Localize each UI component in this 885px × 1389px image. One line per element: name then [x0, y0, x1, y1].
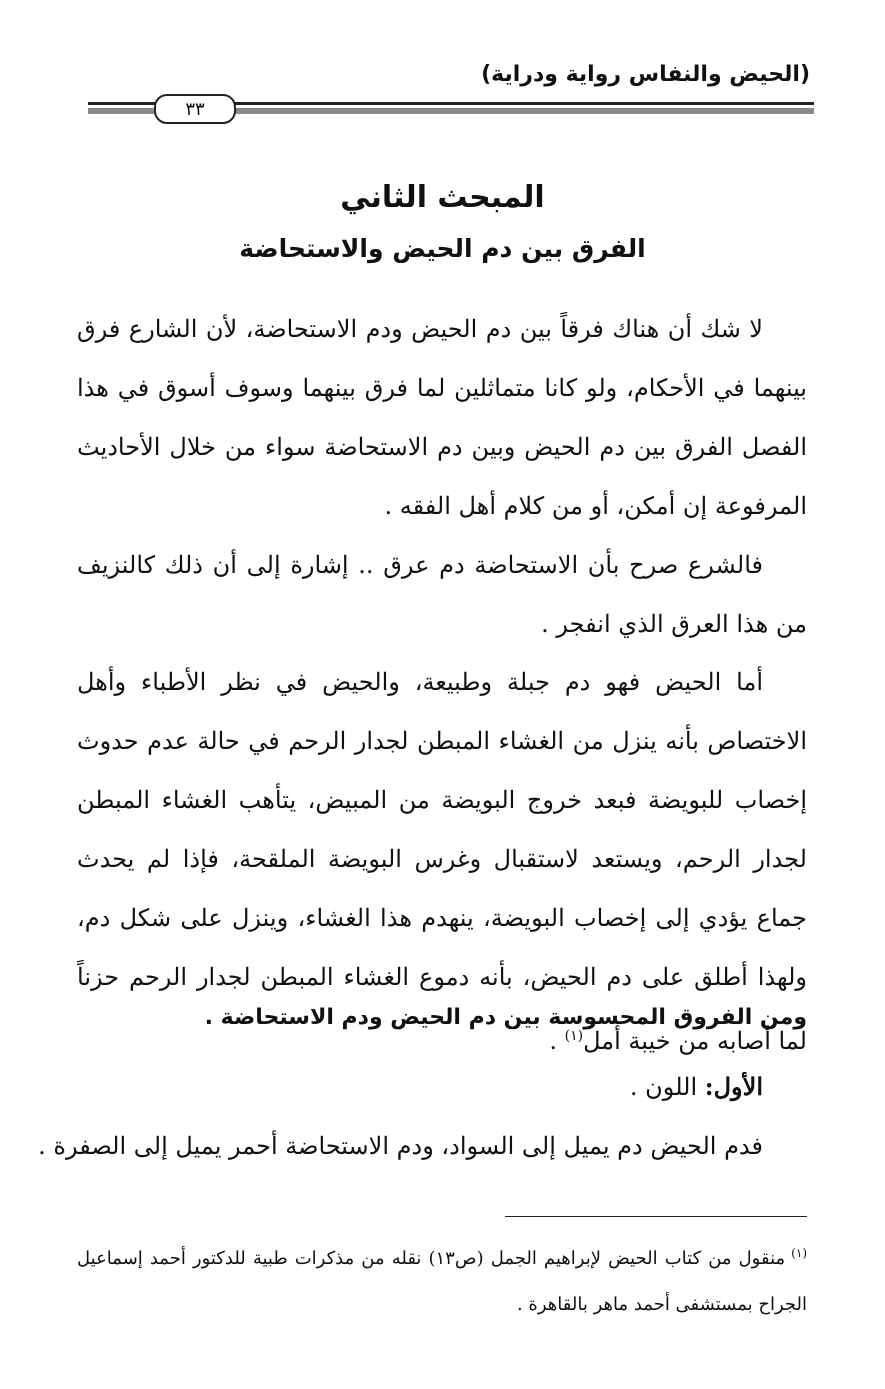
- first-difference-label: الأول:: [704, 1072, 763, 1101]
- paragraph-text: أما الحيض فهو دم جبلة وطبيعة، والحيض في نظر الأطباء وأهل الاختصاص بأنه ينزل من الغشاء المبطن لجدار الرحم في حالة عدم حدوث إخصاب للبويضة فبعد خروج البويضة من المبيض، يتأهب الغشاء المبطن لجدار الرحم، ويستعد لاستقبال وغرس البويضة الملقحة، فإذا لم يحدث جماع يؤدي إلى إخصاب البويضة، ينهدم هذا الغشاء، وينزل على شكل دم، ولهذا أطلق على دم الحيض، بأنه دموع الغشاء المبطن لجدار الرحم حزناً لما أصابه من خيبة أمل: [77, 668, 807, 1055]
- first-difference-value: اللون .: [629, 1073, 705, 1101]
- section-heading: المبحث الثاني: [340, 180, 545, 215]
- footnote-text: منقول من كتاب الحيض لإبراهيم الجمل (ص١٣) نقله من مذكرات طبية للدكتور أحمد إسماعيل الجراح بمستشفى أحمد ماهر بالقاهرة .: [77, 1248, 807, 1315]
- first-difference: [630, 1072, 763, 1101]
- section-subheading: الفرق بين دم الحيض والاستحاضة: [239, 234, 646, 263]
- footnote: [77, 1230, 807, 1328]
- footnote-number: (١): [791, 1246, 807, 1260]
- footnote-rule: [505, 1216, 807, 1217]
- paragraph: لا شك أن هناك فرقاً بين دم الحيض ودم الاستحاضة، لأن الشارع فرق بينهما في الأحكام، ولو كانا متماثلين لما فرق بينهما وسوف أسوق في هذا الفصل الفرق بين دم الحيض وبين دم الاستحاضة سواء من خلال الأحاديث المرفوعة إن أمكن، أو من كلام أهل الفقه .: [77, 315, 807, 520]
- paragraph: فالشرع صرح بأن الاستحاضة دم عرق .. إشارة إلى أن ذلك كالنزيف من هذا العرق الذي انفجر .: [77, 551, 807, 638]
- paragraph-end: .: [549, 1027, 565, 1055]
- differences-heading: ومن الفروق المحسوسة بين دم الحيض ودم الاستحاضة .: [204, 1005, 807, 1030]
- color-description: فدم الحيض دم يميل إلى السواد، ودم الاستحاضة أحمر يميل إلى الصفرة .: [38, 1132, 763, 1160]
- book-title: (الحيض والنفاس رواية ودراية): [481, 62, 810, 87]
- page-number: ٣٣: [154, 94, 236, 124]
- footnote-marker: (١): [564, 1028, 584, 1044]
